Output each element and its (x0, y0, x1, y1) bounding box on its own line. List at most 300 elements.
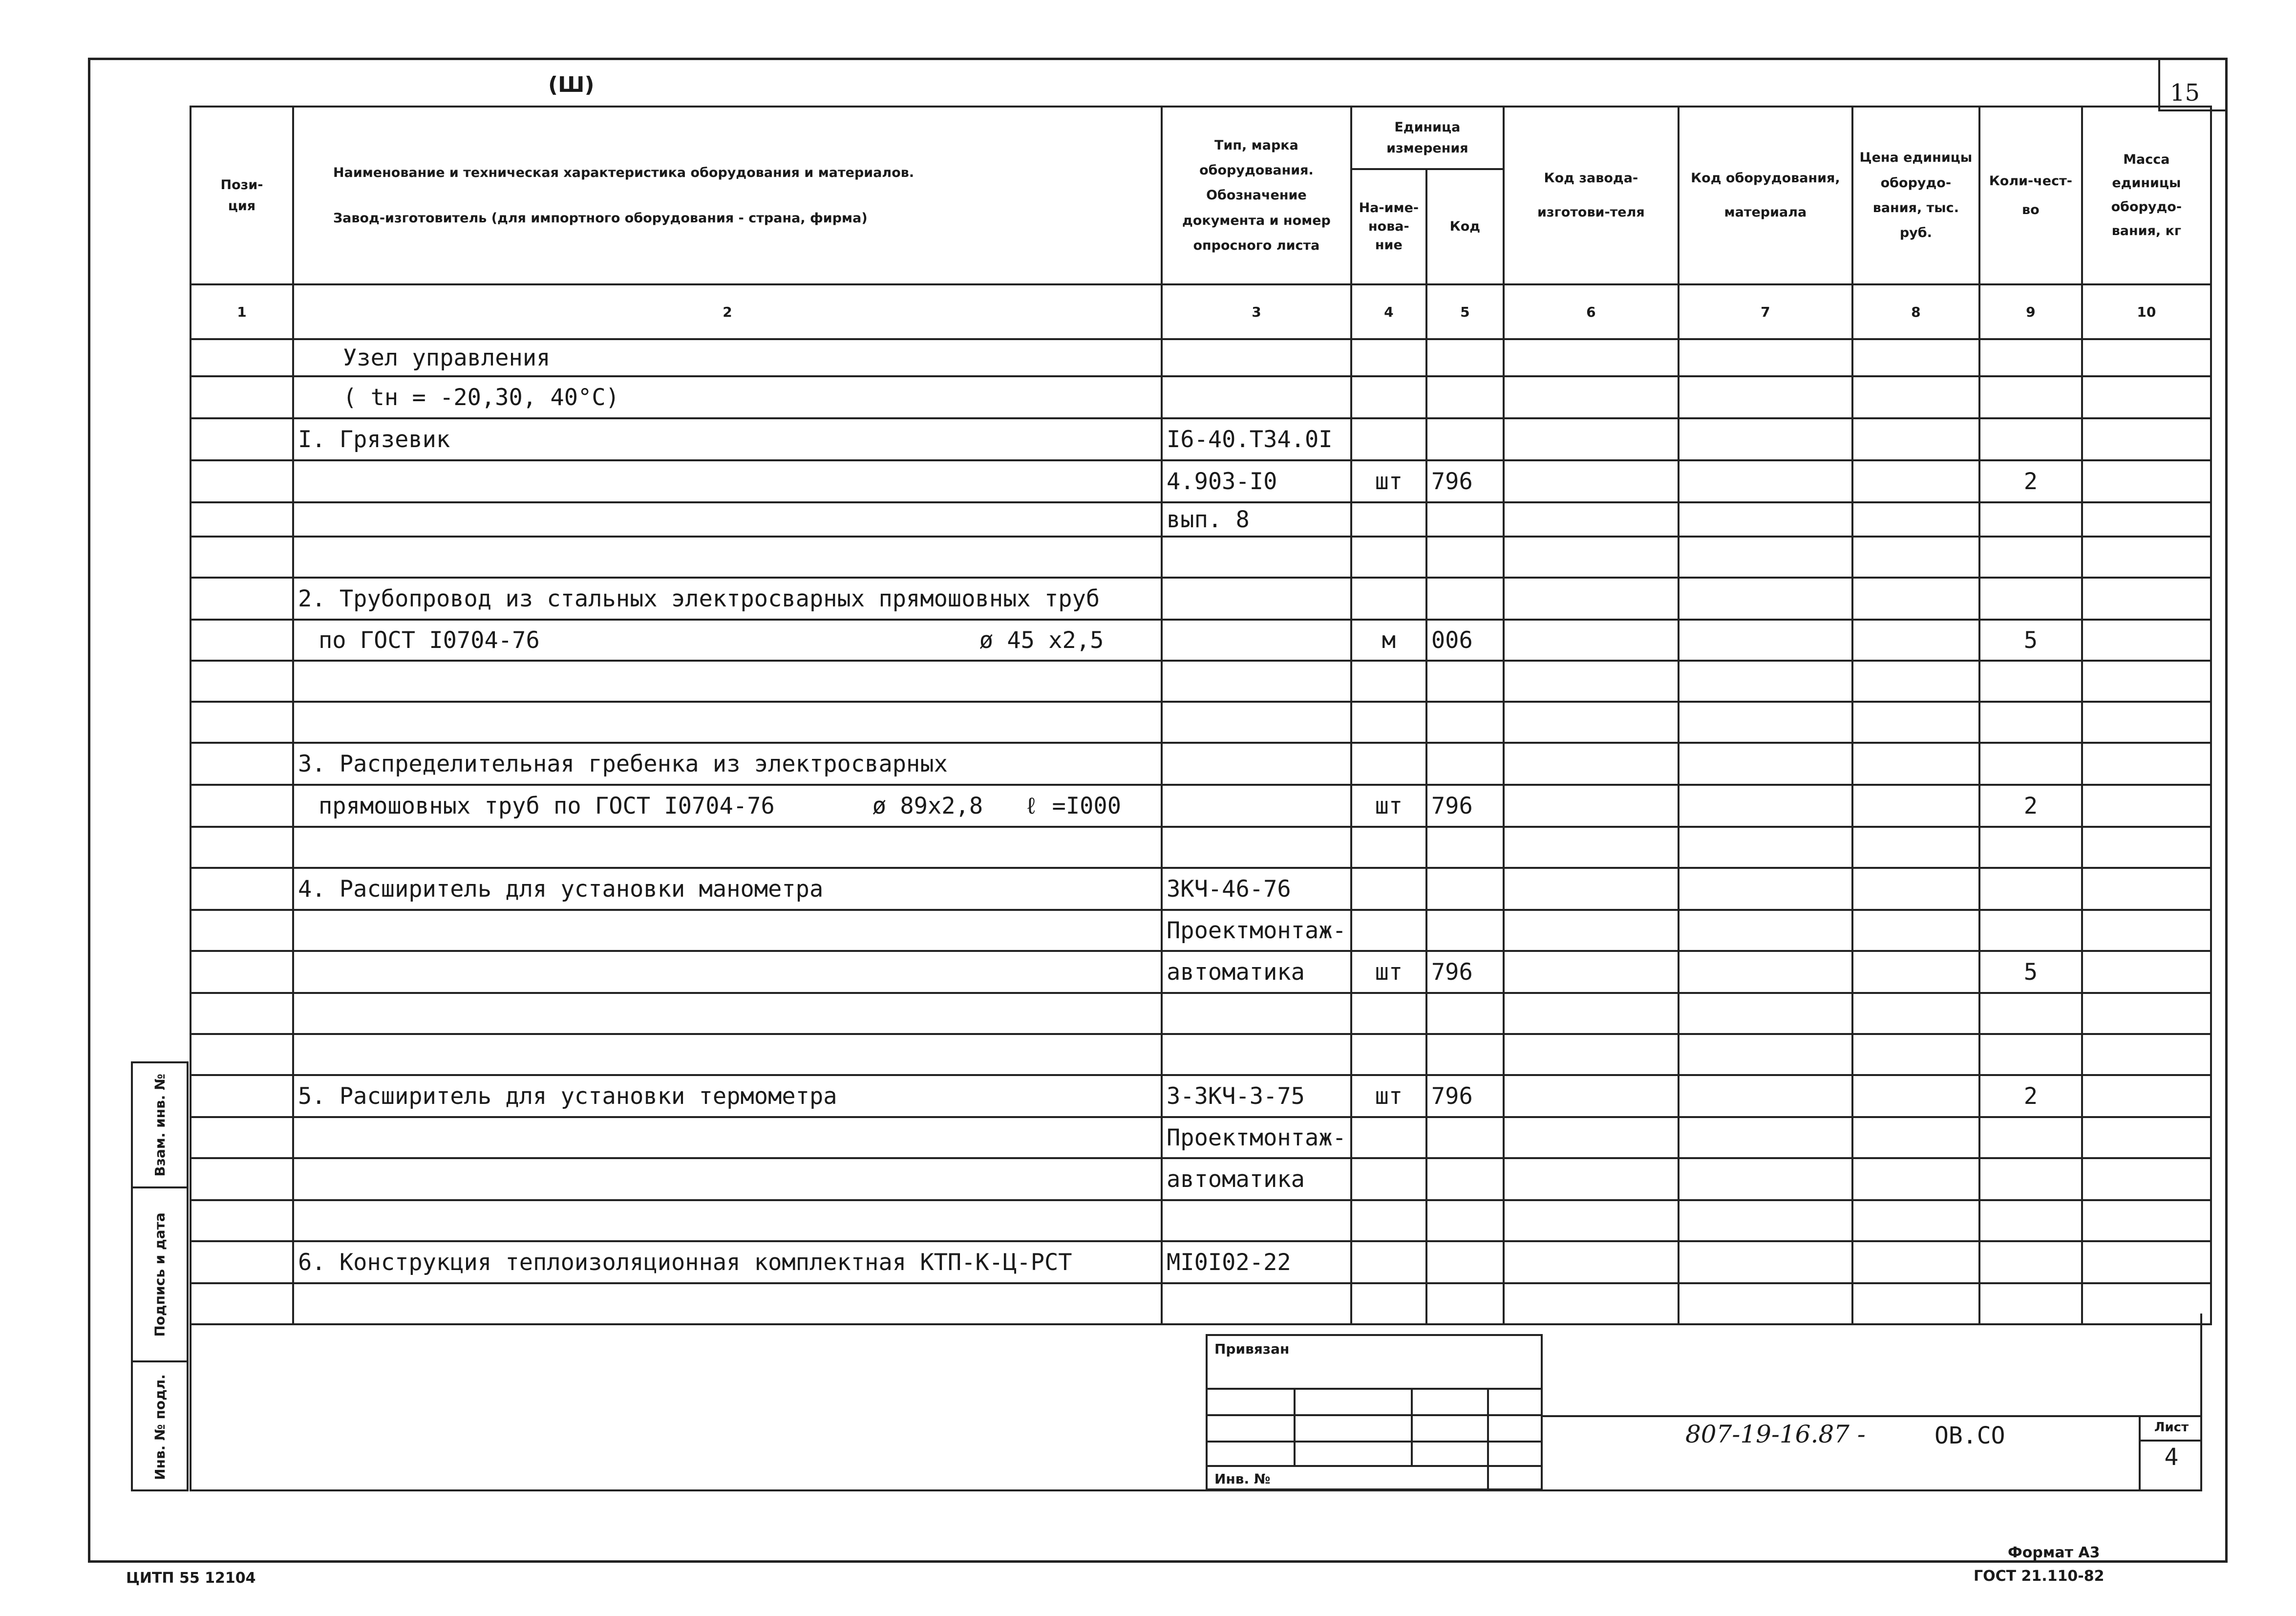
cell-price (1852, 1075, 1979, 1117)
cell-price (1852, 868, 1979, 910)
header-name-line2: Завод-изготовитель (для импортного оборудования - страна, фирма) (333, 211, 868, 226)
binding-stamp (1206, 1334, 1543, 1490)
table-row (191, 993, 2211, 1034)
cell-price (1852, 702, 1979, 743)
cell-quantity (1979, 537, 2082, 578)
cell-type (1162, 993, 1351, 1034)
item-text: 4. Расширитель для установки манометра (298, 875, 824, 903)
cell-maker-code (1504, 339, 1679, 376)
cell-price (1852, 1034, 1979, 1075)
table-row (191, 578, 2211, 620)
table-row (191, 1034, 2211, 1075)
cell-type: автоматика (1162, 951, 1351, 993)
item-text: 3. Распределительная гребенка из электросварных (298, 750, 948, 777)
cell-name (293, 743, 1162, 785)
item-text: прямошовных труб по ГОСТ I0704-76 (319, 792, 775, 819)
cell-unit-code (1426, 418, 1504, 460)
item-text: 5. Расширитель для установки термометра (298, 1082, 837, 1110)
cell-mass (2082, 743, 2211, 785)
cell-maker-code (1504, 951, 1679, 993)
cell-quantity (1979, 1117, 2082, 1158)
cell-equipment-code (1679, 376, 1852, 418)
cell-mass (2082, 418, 2211, 460)
cell-unit-code: 796 (1426, 951, 1504, 993)
cell-name (293, 1034, 1162, 1075)
specification-table (190, 106, 2212, 1325)
cell-name (293, 376, 1162, 418)
header-name (293, 107, 1162, 284)
cell-equipment-code (1679, 620, 1852, 661)
table-row (191, 827, 2211, 868)
cell-name (293, 460, 1162, 502)
cell-price (1852, 537, 1979, 578)
cell-price (1852, 1117, 1979, 1158)
cell-quantity (1979, 661, 2082, 702)
cell-unit (1351, 827, 1426, 868)
cell-type (1162, 578, 1351, 620)
cell-position (191, 827, 293, 868)
cell-maker-code (1504, 702, 1679, 743)
cell-type (1162, 620, 1351, 661)
cell-equipment-code (1679, 993, 1852, 1034)
header-price: Цена единицы оборудо-вания, тыс. руб. (1852, 107, 1979, 284)
cell-maker-code (1504, 376, 1679, 418)
cell-maker-code (1504, 993, 1679, 1034)
cell-unit-code (1426, 502, 1504, 537)
cell-type (1162, 827, 1351, 868)
cell-mass (2082, 702, 2211, 743)
cell-equipment-code (1679, 910, 1852, 951)
cell-quantity: 5 (1979, 620, 2082, 661)
sidebar-stamp (131, 1061, 189, 1491)
cell-unit: шт (1351, 1075, 1426, 1117)
cell-unit: шт (1351, 460, 1426, 502)
cell-unit (1351, 743, 1426, 785)
cell-position (191, 785, 293, 827)
cell-unit (1351, 1034, 1426, 1075)
sheet-number-box (2139, 1415, 2202, 1491)
sheet-number: 4 (2164, 1444, 2179, 1471)
item-dimension: ø 45 х2,5 (979, 626, 1104, 654)
cell-mass (2082, 785, 2211, 827)
cell-name (293, 702, 1162, 743)
cell-name (293, 993, 1162, 1034)
cell-unit-code (1426, 1034, 1504, 1075)
cell-unit-code: 796 (1426, 460, 1504, 502)
cell-mass (2082, 460, 2211, 502)
table-row (191, 785, 2211, 827)
sidebar-label-inventory: Инв. № подл. (151, 1374, 168, 1480)
table-row (191, 1200, 2211, 1241)
column-number-row (191, 284, 2211, 339)
cell-maker-code (1504, 827, 1679, 868)
col-number: 5 (1426, 284, 1504, 339)
cell-equipment-code (1679, 868, 1852, 910)
cell-mass (2082, 868, 2211, 910)
cell-position (191, 1158, 293, 1200)
cell-name (293, 1200, 1162, 1241)
cell-position (191, 460, 293, 502)
cell-unit (1351, 578, 1426, 620)
cell-maker-code (1504, 1075, 1679, 1117)
cell-mass (2082, 1158, 2211, 1200)
cell-unit-code (1426, 743, 1504, 785)
cell-equipment-code (1679, 785, 1852, 827)
cell-unit-code (1426, 1158, 1504, 1200)
cell-unit: шт (1351, 785, 1426, 827)
cell-position (191, 868, 293, 910)
cell-unit-code: 796 (1426, 785, 1504, 827)
col-number: 7 (1679, 284, 1852, 339)
cell-maker-code (1504, 537, 1679, 578)
sidebar-cell-replace (133, 1061, 187, 1186)
table-row (191, 1117, 2211, 1158)
cell-maker-code (1504, 1241, 1679, 1283)
cell-type: I6-40.Т34.0I (1162, 418, 1351, 460)
sidebar-cell-signature (133, 1186, 187, 1360)
cell-equipment-code (1679, 418, 1852, 460)
document-code: 807-19-16.87 - (1685, 1420, 1866, 1448)
cell-mass (2082, 1117, 2211, 1158)
gost-label: ГОСТ 21.110-82 (1974, 1568, 2105, 1585)
cell-position (191, 339, 293, 376)
cell-name (293, 661, 1162, 702)
cell-quantity (1979, 418, 2082, 460)
corner-box (2158, 58, 2228, 111)
cell-mass (2082, 502, 2211, 537)
cell-unit-code: 796 (1426, 1075, 1504, 1117)
cell-unit (1351, 1241, 1426, 1283)
cell-unit: м (1351, 620, 1426, 661)
cell-mass (2082, 620, 2211, 661)
cell-price (1852, 502, 1979, 537)
cell-name (293, 910, 1162, 951)
cell-unit-code (1426, 661, 1504, 702)
cell-price (1852, 951, 1979, 993)
cell-type (1162, 702, 1351, 743)
col-number: 9 (1979, 284, 2082, 339)
cell-name (293, 578, 1162, 620)
col-number: 3 (1162, 284, 1351, 339)
table-row (191, 951, 2211, 993)
cell-price (1852, 910, 1979, 951)
cell-type (1162, 743, 1351, 785)
cell-equipment-code (1679, 661, 1852, 702)
cell-mass (2082, 910, 2211, 951)
cell-unit-code (1426, 537, 1504, 578)
cell-price (1852, 620, 1979, 661)
cell-type (1162, 1200, 1351, 1241)
header-quantity: Коли-чест-во (1979, 107, 2082, 284)
table-row (191, 910, 2211, 951)
cell-unit (1351, 1117, 1426, 1158)
cell-unit-code (1426, 1117, 1504, 1158)
cell-maker-code (1504, 1034, 1679, 1075)
table-row (191, 376, 2211, 418)
cell-maker-code (1504, 1117, 1679, 1158)
cell-equipment-code (1679, 1158, 1852, 1200)
cell-name (293, 1158, 1162, 1200)
item-text: 6. Конструкция теплоизоляционная комплектная КТП-К-Ц-РСТ (298, 1249, 1072, 1276)
cell-equipment-code (1679, 951, 1852, 993)
cell-equipment-code (1679, 1075, 1852, 1117)
cell-name (293, 785, 1162, 827)
bottom-block (190, 1314, 2202, 1491)
col-number: 1 (191, 284, 293, 339)
cell-equipment-code (1679, 502, 1852, 537)
cell-name (293, 951, 1162, 993)
cell-unit-code (1426, 993, 1504, 1034)
cell-mass (2082, 827, 2211, 868)
sidebar-label-replace: Взам. инв. № (151, 1073, 168, 1177)
table-row (191, 743, 2211, 785)
cell-mass (2082, 376, 2211, 418)
header-maker-code: Код завода-изготови-теля (1504, 107, 1679, 284)
cell-type (1162, 376, 1351, 418)
cell-type (1162, 661, 1351, 702)
header-equipment-code: Код оборудования, материала (1679, 107, 1852, 284)
cell-quantity (1979, 1034, 2082, 1075)
cell-maker-code (1504, 418, 1679, 460)
cell-type: 4.903-I0 (1162, 460, 1351, 502)
cell-name (293, 537, 1162, 578)
cell-price (1852, 785, 1979, 827)
cell-type: Проектмонтаж- (1162, 1117, 1351, 1158)
cell-unit (1351, 993, 1426, 1034)
cell-unit (1351, 868, 1426, 910)
col-number: 10 (2082, 284, 2211, 339)
item-text: по ГОСТ I0704-76 (319, 626, 540, 654)
cell-price (1852, 376, 1979, 418)
cell-unit (1351, 1158, 1426, 1200)
cell-position (191, 376, 293, 418)
table-row (191, 339, 2211, 376)
cell-type (1162, 537, 1351, 578)
cell-position (191, 418, 293, 460)
cell-unit-code: 006 (1426, 620, 1504, 661)
cell-maker-code (1504, 1158, 1679, 1200)
sidebar-cell-inventory (133, 1360, 187, 1491)
cell-unit-code (1426, 868, 1504, 910)
cell-position (191, 702, 293, 743)
cell-unit-code (1426, 339, 1504, 376)
cell-type: ЗКЧ-46-76 (1162, 868, 1351, 910)
cell-name (293, 620, 1162, 661)
cell-quantity: 2 (1979, 1075, 2082, 1117)
cell-name (293, 1241, 1162, 1283)
cell-mass (2082, 1200, 2211, 1241)
cell-name (293, 339, 1162, 376)
cell-equipment-code (1679, 339, 1852, 376)
cell-position (191, 1200, 293, 1241)
cell-equipment-code (1679, 1117, 1852, 1158)
cell-mass (2082, 661, 2211, 702)
cell-equipment-code (1679, 743, 1852, 785)
cell-mass (2082, 951, 2211, 993)
cell-maker-code (1504, 868, 1679, 910)
header-name-line1: Наименование и техническая характеристика оборудования и материалов. (333, 165, 914, 180)
cell-position (191, 1034, 293, 1075)
cell-position (191, 502, 293, 537)
table-row (191, 661, 2211, 702)
cell-price (1852, 1158, 1979, 1200)
cell-type: Проектмонтаж- (1162, 910, 1351, 951)
cell-quantity (1979, 1200, 2082, 1241)
cell-mass (2082, 993, 2211, 1034)
document-suffix: ОВ.СО (1935, 1422, 2005, 1449)
cell-maker-code (1504, 910, 1679, 951)
cell-price (1852, 339, 1979, 376)
cell-quantity (1979, 502, 2082, 537)
cell-quantity (1979, 1158, 2082, 1200)
cell-maker-code (1504, 578, 1679, 620)
table-row (191, 868, 2211, 910)
binding-label: Привязан (1214, 1341, 1290, 1357)
cell-equipment-code (1679, 702, 1852, 743)
cell-type: МI0I02-22 (1162, 1241, 1351, 1283)
cell-position (191, 1075, 293, 1117)
cell-quantity (1979, 993, 2082, 1034)
table-row (191, 1241, 2211, 1283)
cell-price (1852, 743, 1979, 785)
cell-price (1852, 578, 1979, 620)
cell-position (191, 661, 293, 702)
table-row (191, 702, 2211, 743)
col-number: 2 (293, 284, 1162, 339)
cell-unit (1351, 418, 1426, 460)
cell-unit-code (1426, 1241, 1504, 1283)
cell-type (1162, 1034, 1351, 1075)
cell-position (191, 743, 293, 785)
cell-unit: шт (1351, 951, 1426, 993)
cell-type (1162, 339, 1351, 376)
table-row (191, 502, 2211, 537)
cell-name (293, 502, 1162, 537)
item-text: I. Грязевик (298, 426, 450, 453)
sidebar-label-signature: Подпись и дата (151, 1212, 168, 1337)
header-unit: Единица измерения (1351, 107, 1504, 169)
cell-unit-code (1426, 376, 1504, 418)
cell-unit (1351, 1200, 1426, 1241)
cell-unit-code (1426, 702, 1504, 743)
cell-position (191, 578, 293, 620)
cell-price (1852, 827, 1979, 868)
header-type: Тип, марка оборудования. Обозначение документа и номер опросного листа (1162, 107, 1351, 284)
cell-equipment-code (1679, 460, 1852, 502)
cell-position (191, 1241, 293, 1283)
cell-equipment-code (1679, 827, 1852, 868)
inventory-label: Инв. № (1214, 1471, 1271, 1487)
footer-left: ЦИТП 55 12104 (126, 1570, 256, 1587)
cell-quantity (1979, 868, 2082, 910)
cell-equipment-code (1679, 578, 1852, 620)
cell-position (191, 620, 293, 661)
cell-type: 3-ЗКЧ-3-75 (1162, 1075, 1351, 1117)
cell-price (1852, 1241, 1979, 1283)
cell-unit (1351, 339, 1426, 376)
item-dimension: ø 89х2,8 ℓ =I000 (872, 792, 1122, 819)
cell-maker-code (1504, 743, 1679, 785)
cell-name (293, 418, 1162, 460)
cell-name (293, 1075, 1162, 1117)
cell-mass (2082, 1241, 2211, 1283)
cell-quantity (1979, 910, 2082, 951)
cell-type (1162, 785, 1351, 827)
cell-quantity (1979, 743, 2082, 785)
cell-position (191, 993, 293, 1034)
header-mass: Масса единицы оборудо-вания, кг (2082, 107, 2211, 284)
header-unit-name: На-име-нова-ние (1351, 169, 1426, 284)
cell-quantity: 5 (1979, 951, 2082, 993)
sheet-mark: (Ш) (548, 72, 595, 97)
cell-quantity (1979, 702, 2082, 743)
item-text: 2. Трубопровод из стальных электросварных прямошовных труб (298, 585, 1100, 612)
cell-position (191, 951, 293, 993)
cell-quantity (1979, 578, 2082, 620)
table-row (191, 1075, 2211, 1117)
header-position: Пози- ция (191, 107, 293, 284)
cell-mass (2082, 537, 2211, 578)
col-number: 6 (1504, 284, 1679, 339)
cell-quantity (1979, 827, 2082, 868)
cell-name (293, 868, 1162, 910)
cell-quantity: 2 (1979, 460, 2082, 502)
table-row (191, 1158, 2211, 1200)
cell-equipment-code (1679, 1241, 1852, 1283)
cell-mass (2082, 1075, 2211, 1117)
cell-maker-code (1504, 460, 1679, 502)
cell-unit-code (1426, 1200, 1504, 1241)
cell-maker-code (1504, 620, 1679, 661)
table-row (191, 537, 2211, 578)
cell-unit (1351, 661, 1426, 702)
cell-price (1852, 460, 1979, 502)
cell-position (191, 537, 293, 578)
cell-unit-code (1426, 827, 1504, 868)
table-row (191, 620, 2211, 661)
cell-equipment-code (1679, 1200, 1852, 1241)
cell-maker-code (1504, 661, 1679, 702)
cell-unit (1351, 376, 1426, 418)
col-number: 4 (1351, 284, 1426, 339)
cell-quantity (1979, 376, 2082, 418)
cell-equipment-code (1679, 1034, 1852, 1075)
col-number: 8 (1852, 284, 1979, 339)
cell-unit (1351, 537, 1426, 578)
item-text: ( tн = -20,30, 40°С) (343, 384, 619, 411)
corner-number: 15 (2170, 79, 2200, 107)
cell-position (191, 910, 293, 951)
cell-unit-code (1426, 910, 1504, 951)
cell-equipment-code (1679, 537, 1852, 578)
cell-price (1852, 661, 1979, 702)
cell-position (191, 1117, 293, 1158)
header-unit-code: Код (1426, 169, 1504, 284)
cell-unit-code (1426, 578, 1504, 620)
cell-price (1852, 993, 1979, 1034)
sheet-label: Лист (2141, 1415, 2202, 1442)
cell-quantity: 2 (1979, 785, 2082, 827)
cell-mass (2082, 1034, 2211, 1075)
cell-name (293, 1117, 1162, 1158)
cell-mass (2082, 578, 2211, 620)
cell-unit (1351, 910, 1426, 951)
cell-quantity (1979, 1241, 2082, 1283)
table-row (191, 460, 2211, 502)
cell-price (1852, 418, 1979, 460)
cell-name (293, 827, 1162, 868)
format-label: Формат А3 (2008, 1544, 2100, 1561)
